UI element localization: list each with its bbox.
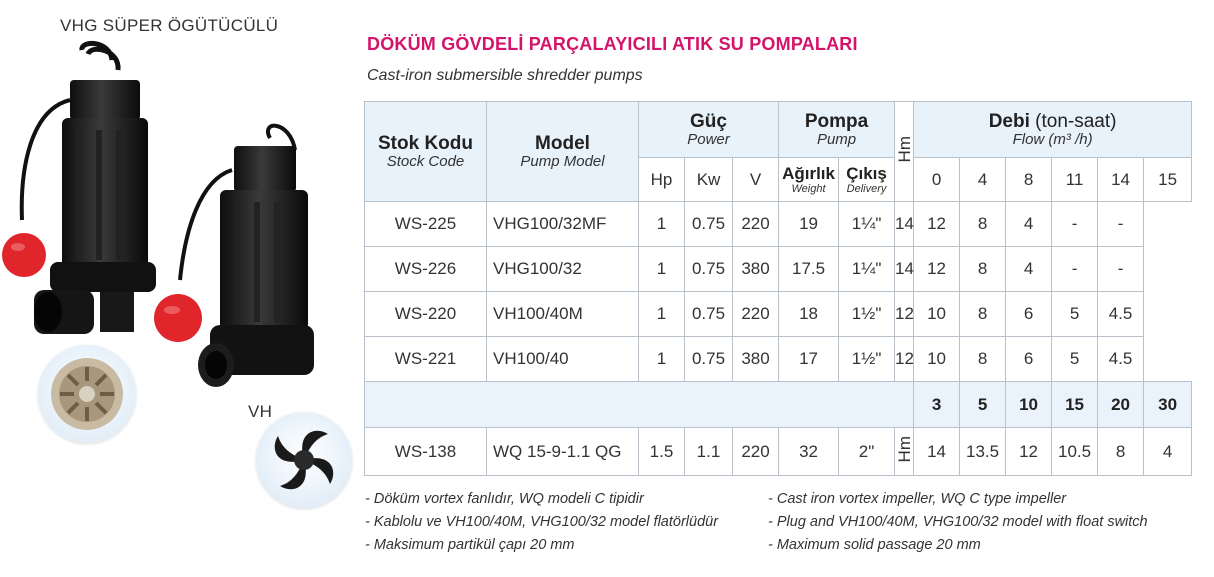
hp-cell: 1 — [639, 337, 685, 382]
flow-value-header: 11 — [1052, 158, 1098, 202]
model-cell: VHG100/32 — [487, 247, 639, 292]
weight-cell: 32 — [779, 428, 839, 476]
float-switch-icon — [154, 294, 202, 342]
float-switch-icon — [2, 233, 46, 277]
head-cell: - — [1052, 247, 1098, 292]
kw-cell: 0.75 — [685, 202, 733, 247]
hm-label: Hm — [895, 435, 915, 463]
head-cell: 14 — [895, 202, 914, 247]
note-line: - Cast iron vortex impeller, WQ C type impeller — [768, 491, 1067, 507]
vortex-impeller-icon — [256, 412, 352, 508]
hp-cell: 1 — [639, 292, 685, 337]
head-cell: 10 — [914, 337, 960, 382]
weight-cell: 17.5 — [779, 247, 839, 292]
head-cell: 8 — [1098, 428, 1144, 476]
stock-code-cell: WS-226 — [365, 247, 487, 292]
v-cell: 220 — [733, 202, 779, 247]
weight-cell: 18 — [779, 292, 839, 337]
flow-value-header: 15 — [1052, 382, 1098, 428]
head-cell: 14 — [914, 428, 960, 476]
note-line: - Kablolu ve VH100/40M, VHG100/32 model flatörlüdür — [365, 514, 719, 530]
head-cell: 4.5 — [1098, 337, 1144, 382]
head-cell: 4 — [1006, 202, 1052, 247]
head-cell: 12 — [1006, 428, 1052, 476]
hm-label: Hm — [895, 135, 915, 163]
shredder-impeller-image — [38, 345, 136, 443]
head-cell: 5 — [1052, 292, 1098, 337]
head-cell: 4 — [1144, 428, 1192, 476]
head-cell: 8 — [960, 292, 1006, 337]
model-cell: WQ 15-9-1.1 QG — [487, 428, 639, 476]
head-cell: - — [1098, 202, 1144, 247]
model-header: Model Pump Model — [487, 102, 639, 202]
notes-turkish — [365, 488, 718, 557]
table-row — [365, 202, 1192, 247]
hm-label-cell — [895, 428, 914, 476]
note-line: - Maksimum partikül çapı 20 mm — [365, 537, 575, 553]
flow-header: Debi (ton-saat) Flow (m³ /h) — [914, 102, 1192, 158]
pump-spec-table — [364, 101, 1192, 476]
delivery-cell: 2" — [839, 428, 895, 476]
delivery-header: Çıkış Delivery — [839, 158, 895, 202]
weight-header: Ağırlık Weight — [779, 158, 839, 202]
power-header: Güç Power — [639, 102, 779, 158]
head-cell: 10.5 — [1052, 428, 1098, 476]
head-cell: 5 — [1052, 337, 1098, 382]
kw-cell: 1.1 — [685, 428, 733, 476]
kw-header: Kw — [685, 158, 733, 202]
notes-english — [768, 488, 1148, 557]
model-cell: VH100/40 — [487, 337, 639, 382]
vh-pump-image — [150, 120, 320, 410]
stock-code-cell: WS-221 — [365, 337, 487, 382]
hm-label-cell — [895, 102, 914, 202]
vhg-pump-image — [0, 40, 160, 350]
head-cell: 12 — [895, 337, 914, 382]
blank-band — [365, 382, 914, 428]
head-cell: 14 — [895, 247, 914, 292]
flow-value-header: 8 — [1006, 158, 1052, 202]
hp-cell: 1.5 — [639, 428, 685, 476]
stock-code-cell: WS-220 — [365, 292, 487, 337]
flow-values-row — [365, 382, 1192, 428]
delivery-cell: 1¼" — [839, 247, 895, 292]
head-cell: 8 — [960, 247, 1006, 292]
table-row — [365, 292, 1192, 337]
head-cell: 12 — [895, 292, 914, 337]
stock-code-cell: WS-138 — [365, 428, 487, 476]
table-row — [365, 247, 1192, 292]
head-cell: 13.5 — [960, 428, 1006, 476]
note-line: - Döküm vortex fanlıdır, WQ modeli C tipidir — [365, 491, 644, 507]
delivery-cell: 1½" — [839, 292, 895, 337]
hp-header: Hp — [639, 158, 685, 202]
flow-value-header: 14 — [1098, 158, 1144, 202]
head-cell: 6 — [1006, 292, 1052, 337]
head-cell: 12 — [914, 202, 960, 247]
flow-value-header: 30 — [1144, 382, 1192, 428]
v-cell: 220 — [733, 292, 779, 337]
head-cell: 4.5 — [1098, 292, 1144, 337]
delivery-cell: 1½" — [839, 337, 895, 382]
head-cell: 6 — [1006, 337, 1052, 382]
product-label-vh: VH — [248, 402, 273, 421]
table-row — [365, 428, 1192, 476]
flow-value-header: 5 — [960, 382, 1006, 428]
flow-value-header: 3 — [914, 382, 960, 428]
head-cell: 12 — [914, 247, 960, 292]
head-cell: 4 — [1006, 247, 1052, 292]
stock-code-header: Stok Kodu Stock Code — [365, 102, 487, 202]
head-cell: - — [1052, 202, 1098, 247]
kw-cell: 0.75 — [685, 292, 733, 337]
kw-cell: 0.75 — [685, 337, 733, 382]
note-line: - Maximum solid passage 20 mm — [768, 537, 981, 553]
flow-value-header: 0 — [914, 158, 960, 202]
hp-cell: 1 — [639, 247, 685, 292]
delivery-cell: 1¼" — [839, 202, 895, 247]
table-row — [365, 337, 1192, 382]
weight-cell: 19 — [779, 202, 839, 247]
v-cell: 380 — [733, 247, 779, 292]
v-cell: 380 — [733, 337, 779, 382]
head-cell: - — [1098, 247, 1144, 292]
weight-cell: 17 — [779, 337, 839, 382]
page-subtitle: Cast-iron submersible shredder pumps — [367, 67, 643, 84]
stock-code-cell: WS-225 — [365, 202, 487, 247]
pump-header: Pompa Pump — [779, 102, 895, 158]
model-cell: VHG100/32MF — [487, 202, 639, 247]
product-label-vhg: VHG SÜPER ÖGÜTÜCÜLÜ — [60, 16, 279, 35]
flow-value-header: 10 — [1006, 382, 1052, 428]
head-cell: 8 — [960, 337, 1006, 382]
head-cell: 8 — [960, 202, 1006, 247]
note-line: - Plug and VH100/40M, VHG100/32 model with float switch — [768, 514, 1148, 530]
model-cell: VH100/40M — [487, 292, 639, 337]
hp-cell: 1 — [639, 202, 685, 247]
flow-value-header: 15 — [1144, 158, 1192, 202]
v-header: V — [733, 158, 779, 202]
flow-value-header: 4 — [960, 158, 1006, 202]
head-cell: 10 — [914, 292, 960, 337]
page-title: DÖKÜM GÖVDELİ PARÇALAYICILI ATIK SU POMPALARI — [367, 34, 858, 54]
flow-value-header: 20 — [1098, 382, 1144, 428]
kw-cell: 0.75 — [685, 247, 733, 292]
v-cell: 220 — [733, 428, 779, 476]
vortex-impeller-image — [256, 412, 352, 508]
shredder-impeller-icon — [38, 345, 136, 443]
